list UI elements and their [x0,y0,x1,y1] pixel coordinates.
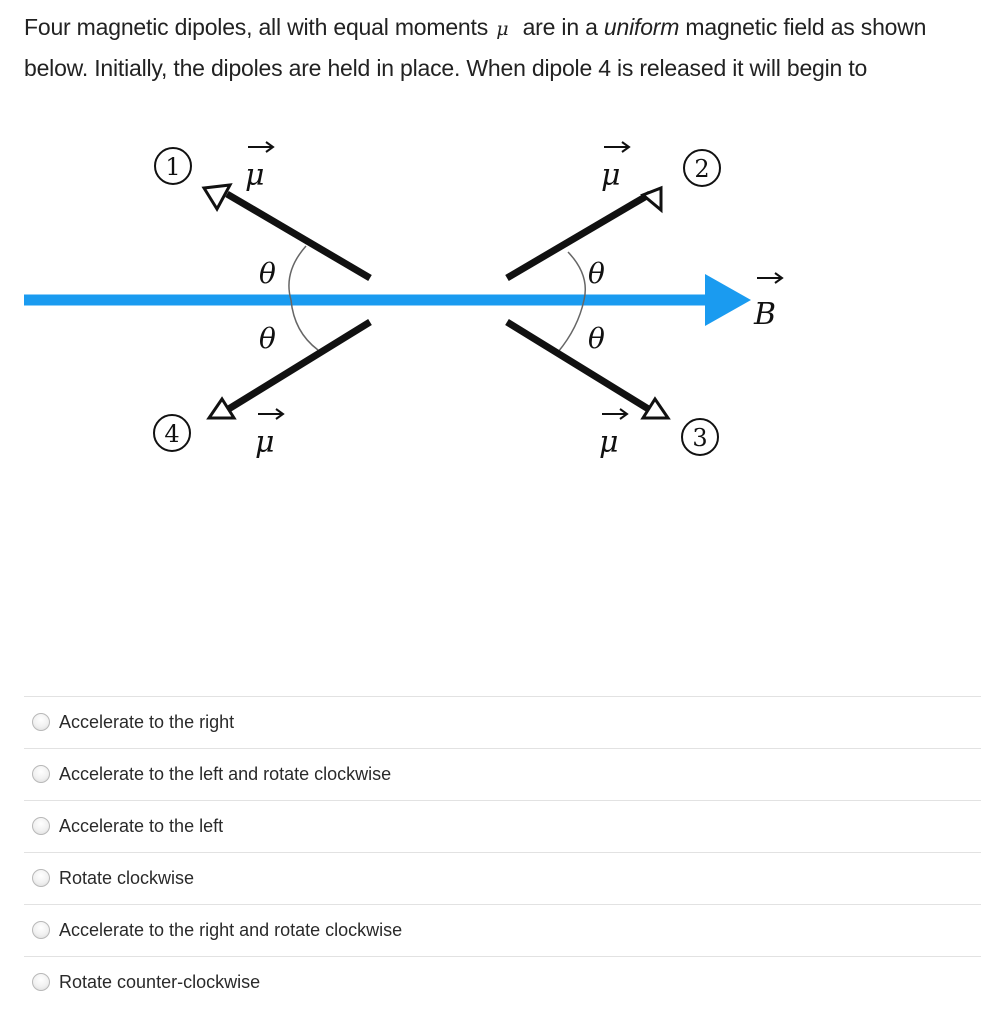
theta-label-2: θ [588,257,605,290]
uniform-word: uniform [603,14,680,40]
radio-button[interactable] [32,765,50,783]
option-label[interactable]: Accelerate to the right and rotate clockwise [59,920,403,940]
option-row[interactable] [24,904,981,956]
theta-label-1: θ [259,257,276,290]
question-part-3: magnetic field as shown below. Initially, the dipoles are held in place. When dipole 4 is released it will begin to [24,14,927,81]
dipole-number-1-group [155,148,191,184]
mu-label-2: μ [601,158,621,193]
mu-label-3-group [599,409,627,460]
dipole-number-3: 3 [692,424,708,452]
radio-button[interactable] [32,921,50,939]
mu-label-2-group [601,142,629,193]
mu-label-1-group [245,142,273,193]
option-row[interactable] [24,748,981,800]
option-row[interactable] [24,800,981,852]
radio-button[interactable] [32,869,50,887]
dipole-number-1: 1 [165,153,181,181]
mu-symbol: μ [496,18,509,40]
radio-button[interactable] [32,817,50,835]
option-label[interactable]: Accelerate to the right [59,712,235,732]
dipole-4 [209,322,370,418]
dipole-number-4: 4 [164,420,180,448]
radio-button[interactable] [32,973,50,991]
mu-label-4: μ [255,425,275,460]
dipole-number-2: 2 [694,155,710,183]
option-label[interactable]: Accelerate to the left [59,816,224,836]
option-label[interactable]: Accelerate to the left and rotate clockwise [59,764,392,784]
theta-label-3: θ [588,322,605,355]
mu-label-4-group [255,409,283,460]
angle-arc-left-lower [291,300,318,350]
angle-arc-left-upper [289,246,306,300]
field-vector-mark [757,273,782,283]
field-label: B [754,297,777,332]
dipole-number-4-group [154,415,190,451]
question-part-2: are in a [522,14,598,40]
option-row[interactable] [24,852,981,904]
dipole-number-2-group [684,150,720,186]
mu-label-3: μ [599,425,619,460]
theta-label-4: θ [259,322,276,355]
field-arrowhead [705,274,751,326]
dipole-1 [204,185,370,278]
mu-label-1: μ [245,158,265,193]
dipole-number-3-group [682,419,718,455]
dipole-diagram [0,130,981,480]
option-row[interactable] [24,696,981,748]
option-label[interactable]: Rotate counter-clockwise [59,972,261,992]
question-text [24,8,959,88]
angle-arc-right-upper [568,252,585,300]
answer-options [24,696,981,1008]
option-label[interactable]: Rotate clockwise [59,868,195,888]
dipole-2 [507,188,661,278]
radio-button[interactable] [32,713,50,731]
question-part-1: Four magnetic dipoles, all with equal moments [24,14,489,40]
angle-arc-right-lower [558,300,584,352]
option-row[interactable] [24,956,981,1008]
